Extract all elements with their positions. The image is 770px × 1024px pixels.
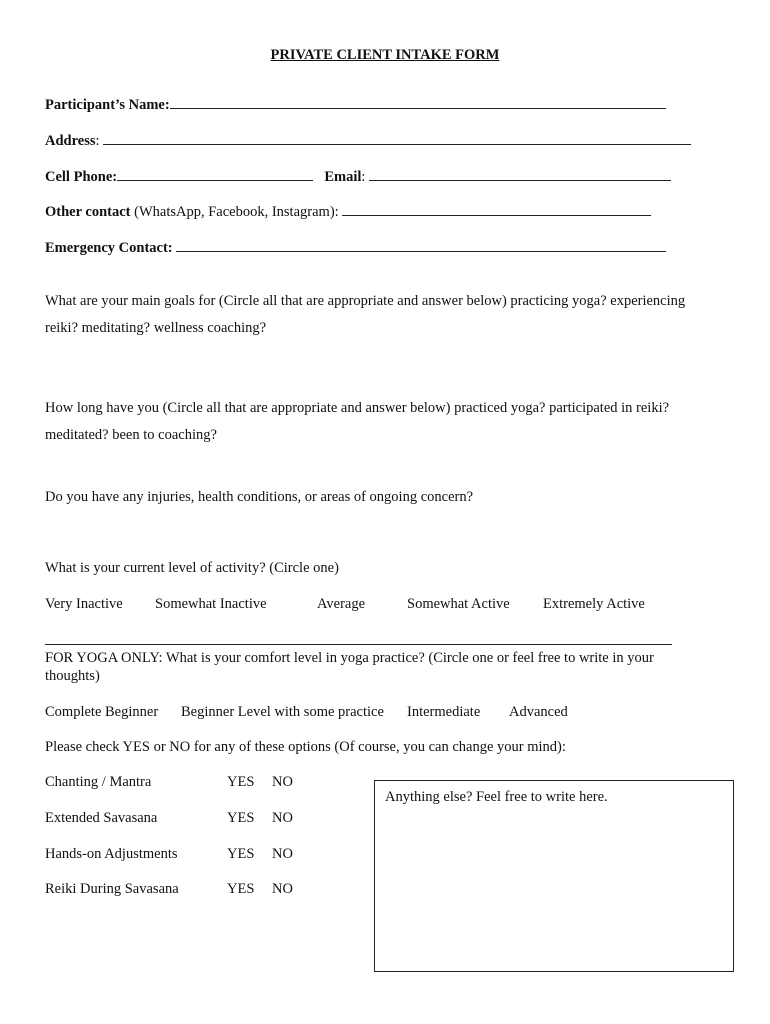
- yes-option[interactable]: YES: [227, 774, 255, 790]
- other-contact-hint: (WhatsApp, Facebook, Instagram):: [130, 204, 339, 220]
- activity-option[interactable]: Extremely Active: [543, 596, 645, 612]
- yes-option[interactable]: YES: [227, 810, 255, 826]
- emergency-contact-label: Emergency Contact:: [45, 240, 173, 256]
- notes-box-label: Anything else? Feel free to write here.: [385, 789, 608, 805]
- activity-question: What is your current level of activity? (Circle one): [45, 560, 339, 576]
- email-label: Email: [324, 169, 362, 185]
- activity-option[interactable]: Very Inactive: [45, 596, 123, 612]
- activity-option[interactable]: Somewhat Inactive: [155, 596, 267, 612]
- howlong-question-line1: How long have you (Circle all that are appropriate and answer below) practiced yoga? participated in reiki?: [45, 400, 670, 416]
- comfort-option[interactable]: Beginner Level with some practice: [181, 704, 384, 720]
- address-field[interactable]: [103, 131, 691, 145]
- no-option[interactable]: NO: [272, 881, 293, 897]
- email-field[interactable]: [369, 167, 671, 181]
- comfort-option[interactable]: Intermediate: [407, 704, 481, 720]
- comfort-option[interactable]: Complete Beginner: [45, 704, 159, 720]
- howlong-question-line2: meditated? been to coaching?: [45, 427, 217, 443]
- yoga-comfort-question-line2: thoughts): [45, 668, 100, 684]
- other-contact-label: Other contact: [45, 204, 131, 220]
- check-prompt: Please check YES or NO for any of these options (Of course, you can change your mind):: [45, 739, 566, 755]
- no-option[interactable]: NO: [272, 774, 293, 790]
- goals-question-line1: What are your main goals for (Circle all that are appropriate and answer below) practicing yoga? experiencing: [45, 293, 686, 309]
- yes-option[interactable]: YES: [227, 846, 255, 862]
- no-option[interactable]: NO: [272, 810, 293, 826]
- comfort-option[interactable]: Advanced: [509, 704, 568, 720]
- form-title: PRIVATE CLIENT INTAKE FORM: [270, 47, 500, 63]
- address-label: Address: [45, 133, 96, 149]
- injuries-question: Do you have any injuries, health conditions, or areas of ongoing concern?: [45, 489, 474, 505]
- emergency-contact-row: [45, 238, 666, 257]
- activity-option[interactable]: Somewhat Active: [407, 596, 510, 612]
- activity-option[interactable]: Average: [317, 596, 366, 612]
- other-contact-row: [45, 202, 651, 221]
- participant-name-row: [45, 95, 666, 114]
- option-label: Chanting / Mantra: [45, 774, 152, 790]
- address-row: Address:: [45, 131, 691, 150]
- yoga-comfort-question-line1: FOR YOGA ONLY: What is your comfort level in yoga practice? (Circle one or feel free to write in your: [45, 650, 654, 666]
- option-label: Hands-on Adjustments: [45, 846, 178, 862]
- yes-option[interactable]: YES: [227, 881, 255, 897]
- goals-question-line2: reiki? meditating? wellness coaching?: [45, 320, 267, 336]
- emergency-contact-field[interactable]: [176, 238, 666, 252]
- no-option[interactable]: NO: [272, 846, 293, 862]
- cell-phone-field[interactable]: [117, 167, 313, 181]
- participant-name-label: Participant’s Name:: [45, 97, 170, 113]
- phone-email-row: Cell Phone: Email:: [45, 167, 671, 186]
- option-label: Extended Savasana: [45, 810, 158, 826]
- participant-name-field[interactable]: [170, 95, 666, 109]
- notes-box[interactable]: [374, 780, 734, 972]
- cell-phone-label: Cell Phone:: [45, 169, 118, 185]
- other-contact-field[interactable]: [342, 202, 651, 216]
- option-label: Reiki During Savasana: [45, 881, 179, 897]
- section-divider: [45, 644, 672, 645]
